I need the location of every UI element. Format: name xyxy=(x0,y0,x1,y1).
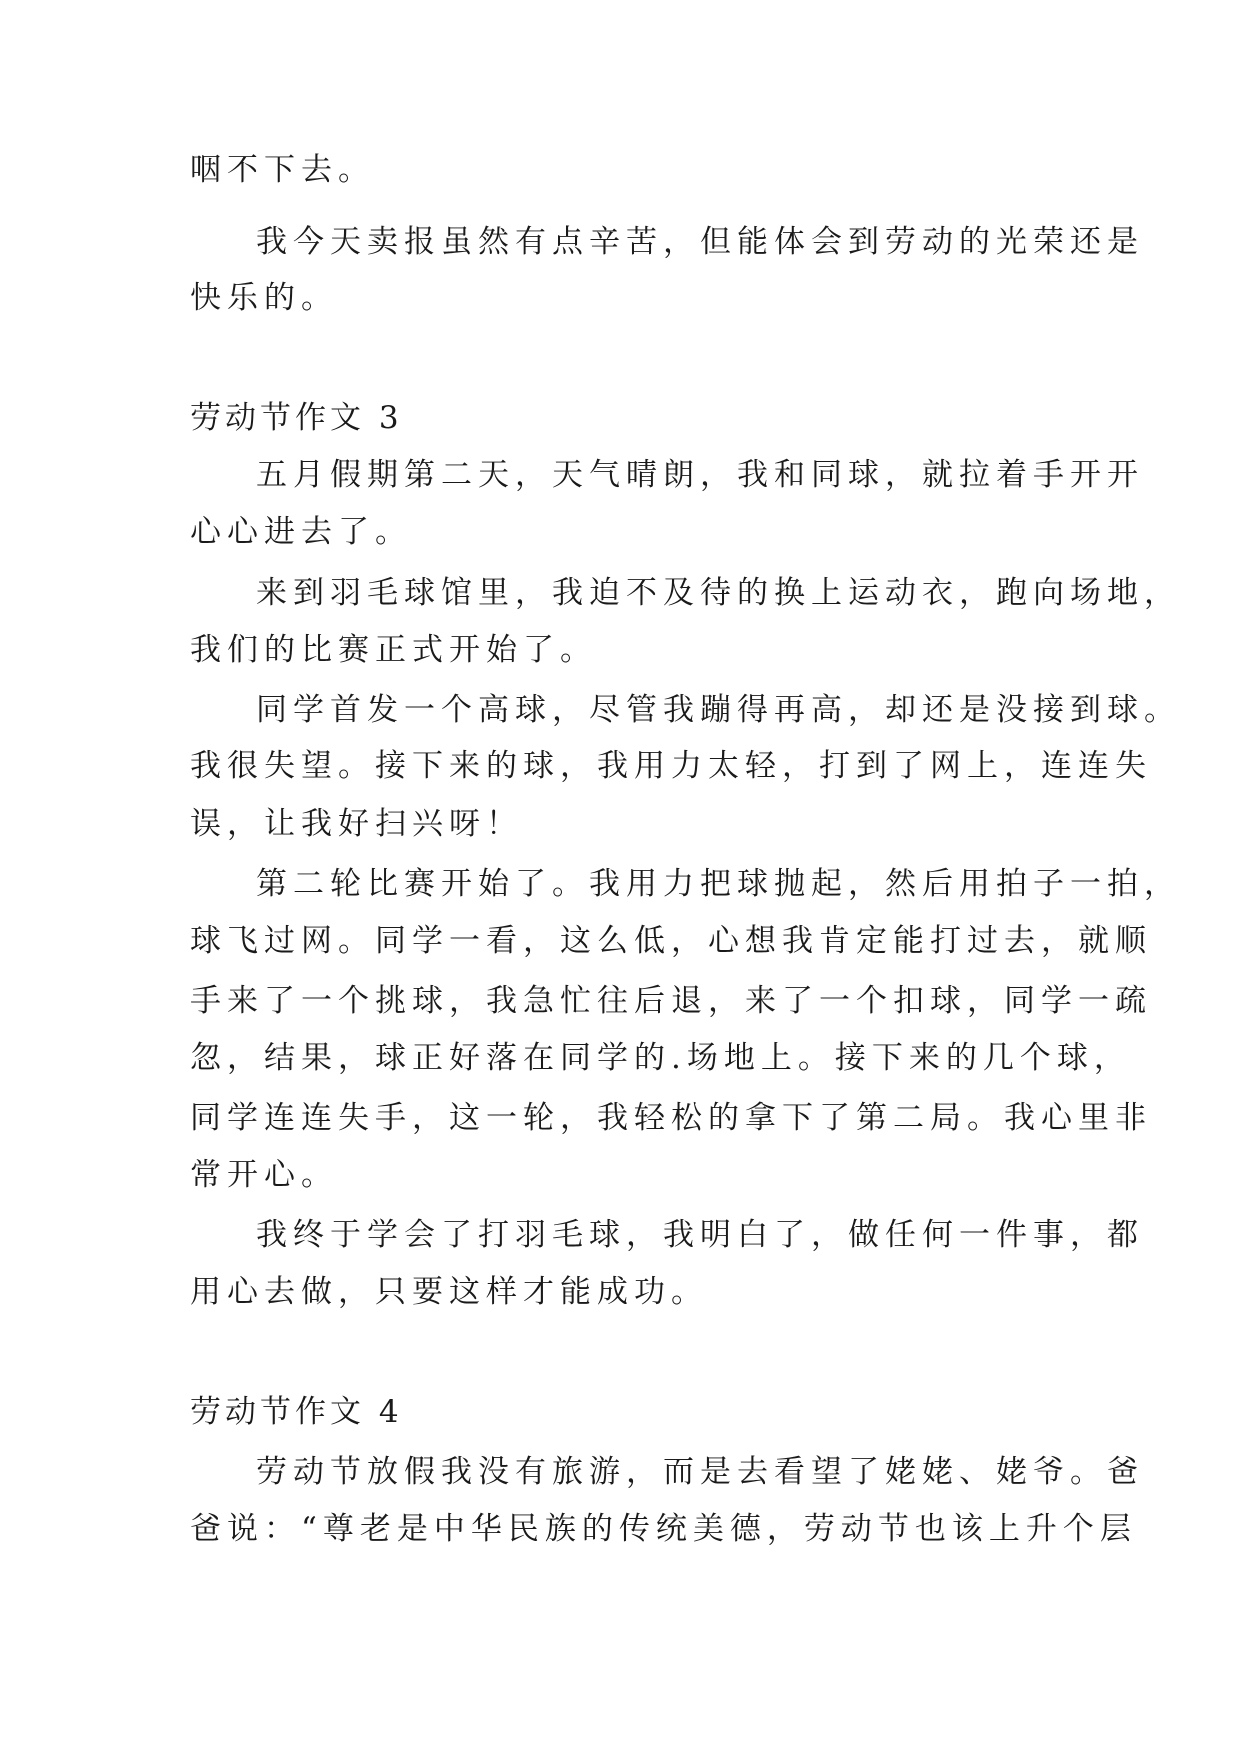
text-line: 我们的比赛正式开始了。 xyxy=(190,632,597,668)
paragraph-first-line: 五月假期第二天，天气晴朗，我和同球，就拉着手开开 xyxy=(256,457,1144,493)
text-line: 手来了一个挑球，我急忙往后退，来了一个扣球，同学一疏 xyxy=(190,983,1152,1019)
text-line: 用心去做，只要这样才能成功。 xyxy=(190,1274,708,1310)
text-line: 同学连连失手，这一轮，我轻松的拿下了第二局。我心里非 xyxy=(190,1100,1152,1136)
paragraph-first-line: 第二轮比赛开始了。我用力把球抛起，然后用拍子一拍， xyxy=(256,866,1181,902)
paragraph-first-line: 劳动节放假我没有旅游，而是去看望了姥姥、姥爷。爸 xyxy=(256,1454,1144,1490)
text-line: 心心进去了。 xyxy=(190,514,412,550)
paragraph-first-line: 来到羽毛球馆里，我迫不及待的换上运动衣，跑向场地， xyxy=(256,575,1181,611)
text-line: 忽，结果，球正好落在同学的.场地上。接下来的几个球， xyxy=(190,1040,1131,1076)
paragraph-first-line: 同学首发一个高球，尽管我蹦得再高，却还是没接到球。 xyxy=(256,692,1181,728)
paragraph-first-line: 我今天卖报虽然有点辛苦，但能体会到劳动的光荣还是 xyxy=(256,224,1144,260)
section-heading: 劳动节作文 4 xyxy=(190,1394,403,1430)
text-line: 常开心。 xyxy=(190,1157,338,1193)
text-line: 咽不下去。 xyxy=(190,152,375,188)
text-line: 误，让我好扫兴呀！ xyxy=(190,806,523,842)
text-line: 爸说：“尊老是中华民族的传统美德，劳动节也该上升个层 xyxy=(190,1511,1137,1547)
section-heading: 劳动节作文 3 xyxy=(190,400,403,436)
text-line: 我很失望。接下来的球，我用力太轻，打到了网上，连连失 xyxy=(190,748,1152,784)
paragraph-first-line: 我终于学会了打羽毛球，我明白了，做任何一件事，都 xyxy=(256,1217,1144,1253)
text-line: 球飞过网。同学一看，这么低，心想我肯定能打过去，就顺 xyxy=(190,923,1152,959)
text-line: 快乐的。 xyxy=(190,280,338,316)
